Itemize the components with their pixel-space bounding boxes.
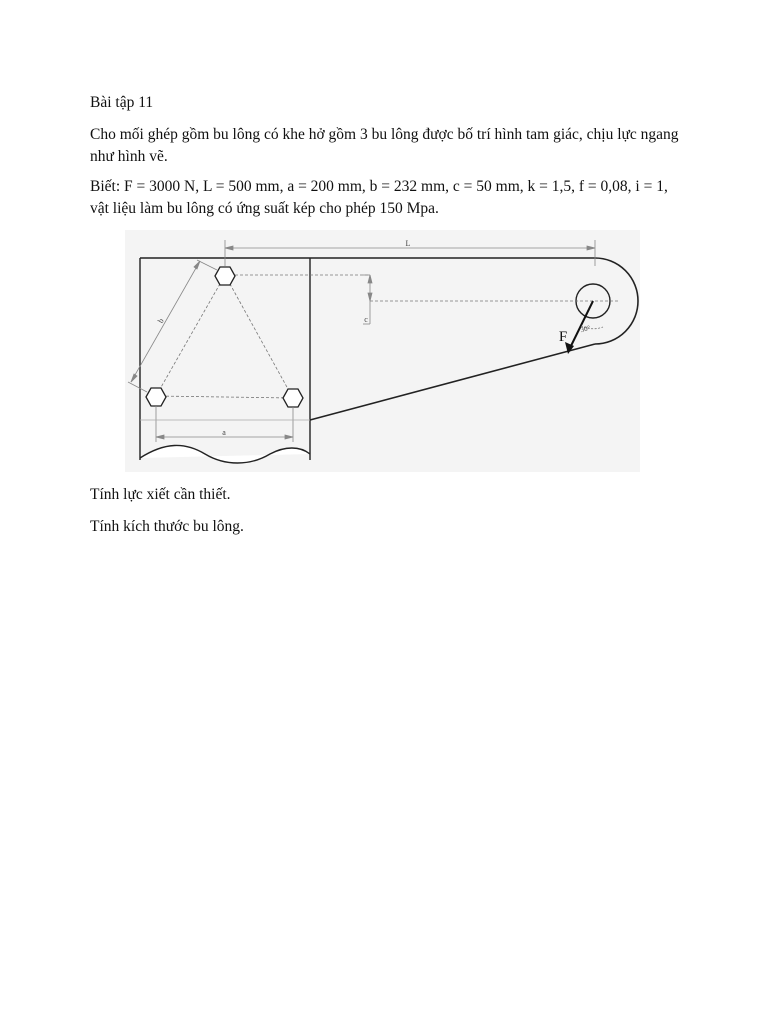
bolt-top-icon — [215, 267, 235, 285]
label-b: b — [155, 316, 166, 325]
bolt-joint-drawing — [125, 230, 640, 472]
label-F: F — [558, 329, 568, 345]
label-a: a — [222, 428, 226, 437]
label-L: L — [405, 239, 411, 248]
task-1: Tính lực xiết cần thiết. — [90, 486, 231, 503]
label-c: c — [364, 315, 368, 324]
figure-background — [125, 230, 640, 472]
label-angle: 30° — [579, 323, 592, 335]
task-2: Tính kích thước bu lông. — [90, 518, 244, 535]
exercise-title: Bài tập 11 — [90, 94, 154, 111]
bolt-right-icon — [283, 389, 303, 407]
given-data: Biết: F = 3000 N, L = 500 mm, a = 200 mm, b = 232 mm, c = 50 mm, k = 1,5, f = 0,08, i = 1, vật liệu làm bu lông có ứng suất kép cho phép 150 Mpa. — [90, 178, 668, 217]
bolt-joint-figure — [125, 230, 640, 472]
bolt-left-icon — [146, 388, 166, 406]
problem-statement: Cho mối ghép gồm bu lông có khe hở gồm 3 bu lông được bố trí hình tam giác, chịu lực ngang như hình vẽ. — [90, 126, 679, 165]
